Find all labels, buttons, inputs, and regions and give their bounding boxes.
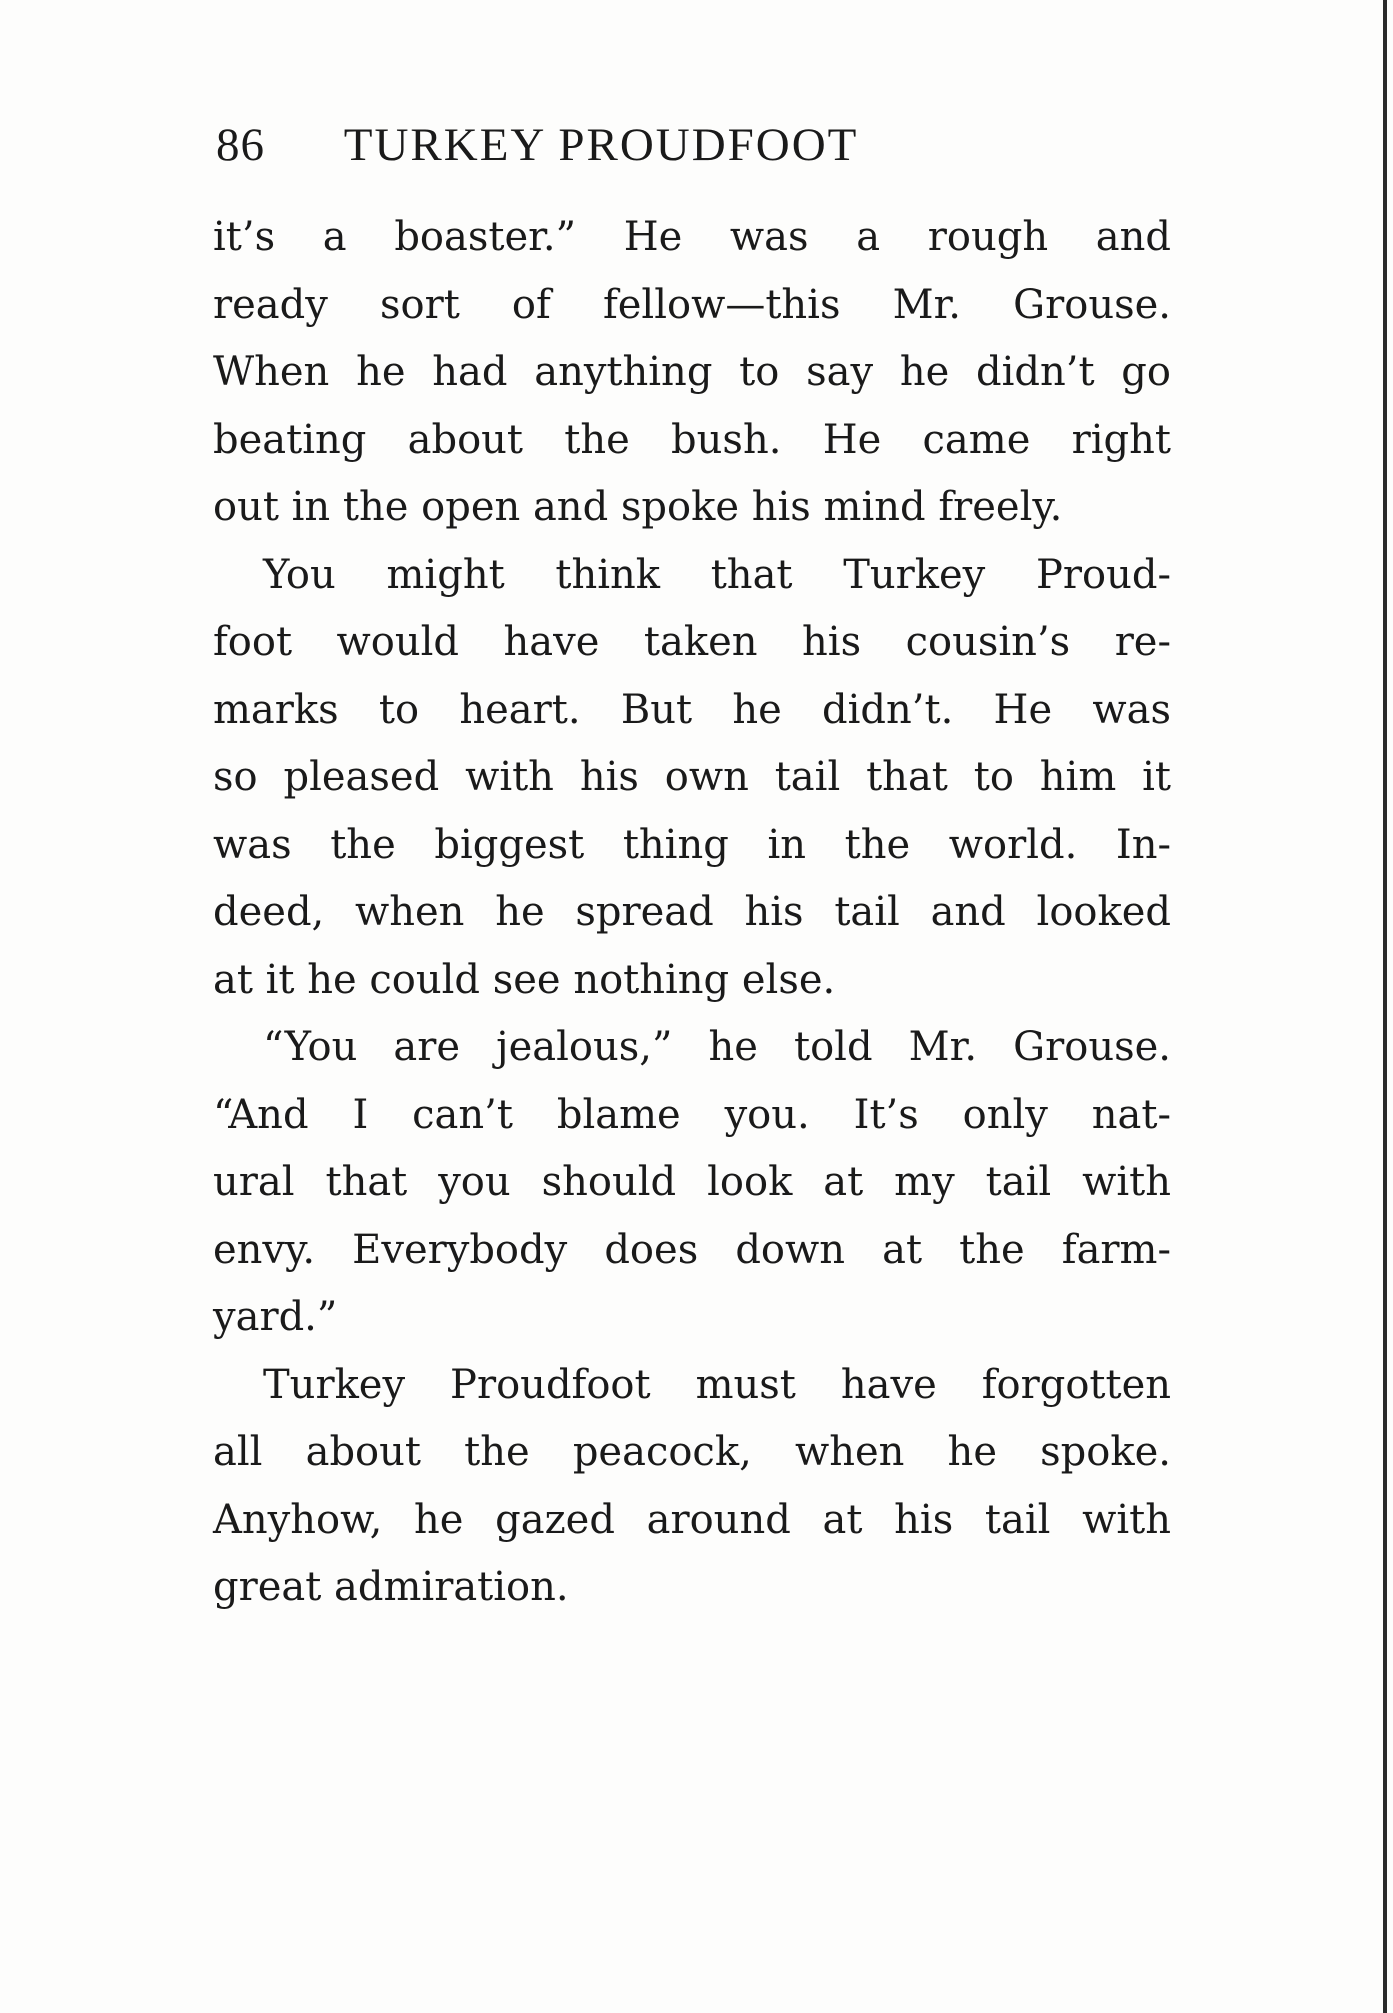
- text-line: Turkey Proudfoot must have forgotten: [263, 1361, 1171, 1408]
- page-header: [216, 110, 1176, 180]
- text-line: all about the peacock, when he spoke.: [213, 1429, 1171, 1475]
- text-line: yard.”: [213, 1294, 338, 1340]
- text-line: deed, when he spread his tail and looked: [213, 889, 1171, 935]
- text-line: beating about the bush. He came right: [213, 416, 1171, 463]
- text-line: was the biggest thing in the world. In-: [213, 821, 1171, 868]
- text-line: You might think that Turkey Proud-: [263, 551, 1171, 598]
- text-line: foot would have taken his cousin’s re-: [213, 619, 1171, 665]
- running-title: TURKEY PROUDFOOT: [343, 119, 859, 171]
- page-edge-line: [1383, 0, 1387, 2013]
- text-line: out in the open and spoke his mind freely.: [213, 484, 1063, 530]
- text-line: Anyhow, he gazed around at his tail with: [213, 1496, 1171, 1543]
- text-line: envy. Everybody does down at the farm-: [213, 1226, 1171, 1273]
- text-line: it’s a boaster.” He was a rough and: [213, 214, 1171, 260]
- text-line: ready sort of fellow—this Mr. Grouse.: [213, 281, 1171, 328]
- page-number: 86: [216, 119, 265, 171]
- text-line: at it he could see nothing else.: [213, 956, 836, 1003]
- body-text: [213, 204, 1171, 1622]
- text-line: so pleased with his own tail that to him it: [213, 754, 1171, 800]
- text-line: When he had anything to say he didn’t go: [213, 349, 1171, 395]
- text-line: “You are jealous,” he told Mr. Grouse.: [263, 1024, 1171, 1070]
- text-line: marks to heart. But he didn’t. He was: [213, 686, 1171, 733]
- text-line: great admiration.: [213, 1564, 569, 1610]
- text-line: “And I can’t blame you. It’s only nat-: [213, 1091, 1171, 1138]
- text-line: ural that you should look at my tail with: [213, 1159, 1171, 1205]
